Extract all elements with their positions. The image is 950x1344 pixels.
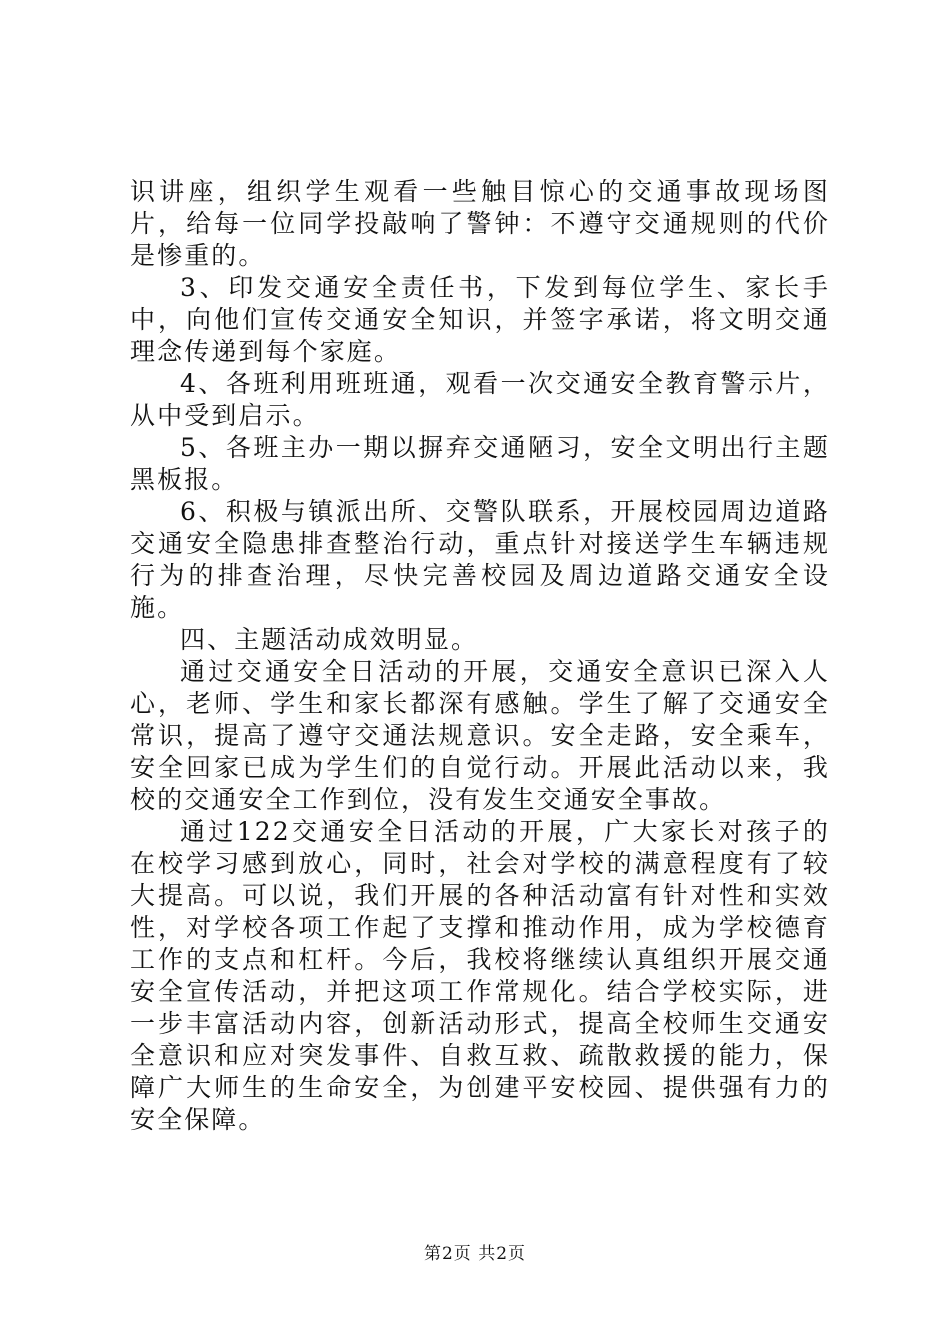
paragraph-3: 4、各班利用班班通，观看一次交通安全教育警示片，从中受到启示。 — [130, 369, 830, 430]
page-footer: 第2页 共2页 — [423, 1244, 527, 1264]
paragraph-7: 通过交通安全日活动的开展，交通安全意识已深入人心，老师、学生和家长都深有感触。学生了解了交通安全常识，提高了遵守交通法规意识。安全走路，安全乘车，安全回家已成为学生们的自觉行动。开展此活动以来，我校的交通安全工作到位，没有发生交通安全事故。 — [130, 657, 830, 814]
paragraph-4: 5、各班主办一期以摒弃交通陋习，安全文明出行主题黑板报。 — [130, 433, 830, 494]
paragraph-1: 识讲座，组织学生观看一些触目惊心的交通事故现场图片，给每一位同学投敲响了警钟：不遵守交通规则的代价是惨重的。 — [130, 177, 830, 270]
section-heading: 四、主题活动成效明显。 — [180, 625, 479, 654]
paragraph-8: 通过122交通安全日活动的开展，广大家长对孩子的在校学习感到放心，同时，社会对学校的满意程度有了较大提高。可以说，我们开展的各种活动富有针对性和实效性，对学校各项工作起了支撑和推动作用，成为学校德育工作的支点和杠杆。今后，我校将继续认真组织开展交通安全宣传活动，并把这项工作常规化。结合学校实际，进一步丰富活动内容，创新活动形式，提高全校师生交通安全意识和应对突发事件、自救互救、疏散救援的能力，保障广大师生的生命安全，为创建平安校园、提供强有力的安全保障。 — [130, 817, 830, 1134]
paragraph-2: 3、印发交通安全责任书，下发到每位学生、家长手中，向他们宣传交通安全知识，并签字承诺，将文明交通理念传递到每个家庭。 — [130, 273, 830, 366]
paragraph-5: 6、积极与镇派出所、交警队联系，开展校园周边道路交通安全隐患排查整治行动，重点针对接送学生车辆违规行为的排查治理，尽快完善校园及周边道路交通安全设施。 — [130, 497, 830, 622]
document-body — [130, 176, 830, 1136]
